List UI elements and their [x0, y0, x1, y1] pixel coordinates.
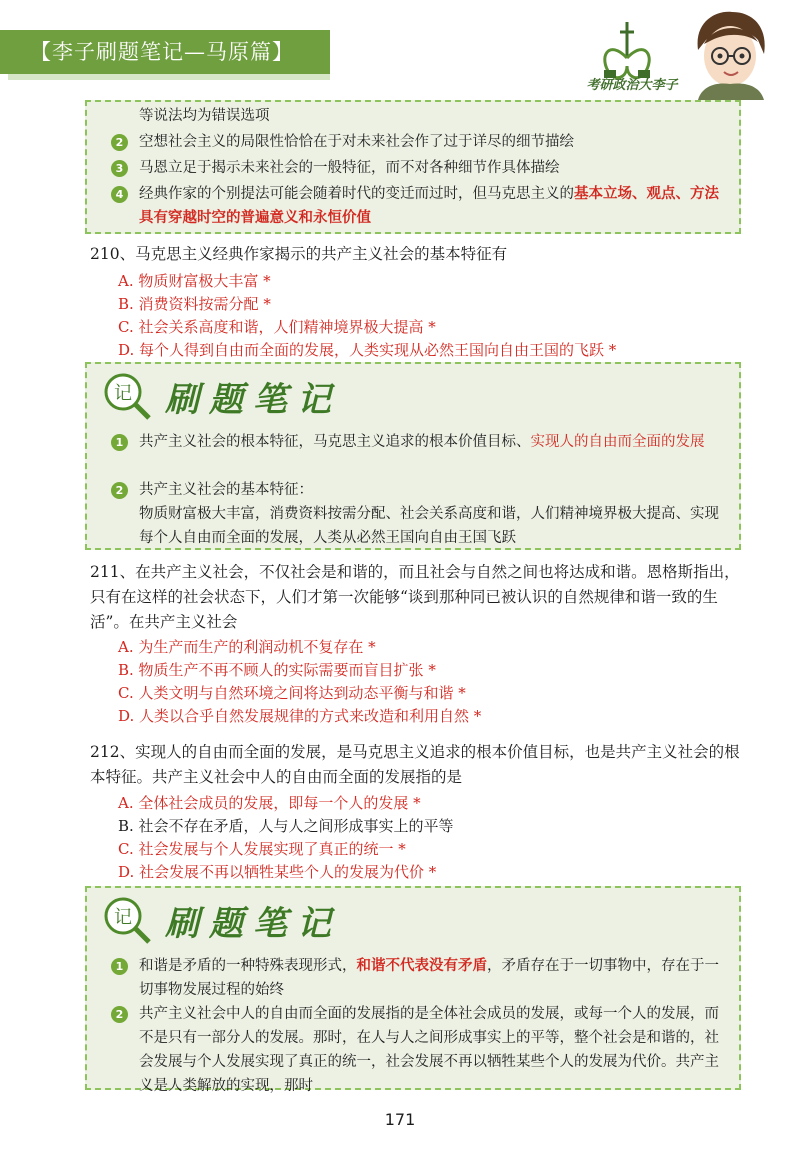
- note-item-1-text: 共产主义社会的根本特征，马克思主义追求的根本价值目标、: [139, 434, 531, 450]
- note-bullet-1: 1: [111, 958, 128, 975]
- magnifier-char: 记: [114, 907, 132, 928]
- note-item-4-text: 经典作家的个别提法可能会随着时代的变迁而过时，但马克思主义的: [139, 186, 574, 202]
- question-211-option-a: A. 为生产而生产的利润动机不复存在 *: [118, 638, 376, 656]
- question-211-option-d: D. 人类以合乎自然发展规律的方式来改造和利用自然 *: [118, 707, 482, 725]
- magnifier-char: 记: [114, 383, 132, 404]
- banner-shadow: [8, 74, 330, 80]
- note-title: 刷题笔记: [165, 904, 341, 944]
- note-title: 刷题笔记: [165, 380, 341, 420]
- note-box-continued: [85, 100, 741, 234]
- note-bullet-2: 2: [111, 1006, 128, 1023]
- question-211-stem: 211、在共产主义社会，不仅社会是和谐的，而且社会与自然之间也将达成和谐。恩格斯指出，只有在这样的社会状态下，人们才第一次能够“谈到那种同已被认识的自然规律和谐一致的生活”。在共产主义社会: [90, 563, 740, 631]
- question-212-option-c: C. 社会发展与个人发展实现了真正的统一 *: [118, 840, 406, 858]
- question-211-option-c: C. 人类文明与自然环境之间将达到动态平衡与和谐 *: [118, 684, 466, 702]
- question-212-option-a: A. 全体社会成员的发展，即每一个人的发展 *: [118, 794, 421, 812]
- note-item-1: [139, 954, 725, 1002]
- note-item-1-highlight: 实现人的自由而全面的发展: [530, 434, 705, 450]
- magnifier-icon: [101, 370, 153, 422]
- question-212-option-d: D. 社会发展不再以牺牲某些个人的发展为代价 *: [118, 863, 437, 881]
- note-item-3: 马恩立足于揭示未来社会的一般特征，而不对各种细节作具体描绘: [139, 160, 560, 176]
- note-line-partial: 等说法均为错误选项: [139, 108, 270, 124]
- note-bullet-3: 3: [111, 160, 128, 177]
- question-210-option-a: A. 物质财富极大丰富 *: [118, 272, 271, 290]
- note-item-2-body: 物质财富极大丰富，消费资料按需分配、社会关系高度和谐，人们精神境界极大提高、实现每个人自由而全面的发展，人类从必然王国向自由王国飞跃: [139, 506, 719, 546]
- note-box-2: [85, 362, 741, 550]
- question-210-option-b: B. 消费资料按需分配 *: [118, 295, 271, 313]
- note-item-1-text-c: ，矛盾存在于一切事物中，存在于一切事物发展过程的始终: [139, 958, 719, 998]
- note-item-4: [139, 182, 725, 230]
- note-item-1-text-a: 和谐是矛盾的一种特殊表现形式，: [139, 958, 357, 974]
- question-212-stem: 212、实现人的自由而全面的发展，是马克思主义追求的根本价值目标，也是共产主义社会的根本特征。共产主义社会中人的自由而全面的发展指的是: [90, 743, 740, 786]
- question-211-option-b: B. 物质生产不再不顾人的实际需要而盲目扩张 *: [118, 661, 436, 679]
- question-212-option-b: B. 社会不存在矛盾，人与人之间形成事实上的平等: [118, 817, 454, 835]
- note-header: [87, 888, 739, 950]
- note-item-2-head: 共产主义社会的基本特征：: [139, 482, 313, 498]
- note-item-1: [139, 430, 725, 454]
- logo-text: 考研政治大李子: [586, 78, 678, 93]
- note-box-3: [85, 886, 741, 1094]
- magnifier-icon: [101, 894, 153, 946]
- question-210-stem: 210、马克思主义经典作家揭示的共产主义社会的基本特征有: [90, 245, 508, 263]
- note-item-4-highlight: 基本立场、观点、方法具有穿越时空的普遍意义和永恒价值: [139, 185, 719, 226]
- note-bullet-1: 1: [111, 434, 128, 451]
- question-210-option-d: D. 每个人得到自由而全面的发展，人类实现从必然王国向自由王国的飞跃 *: [118, 341, 617, 359]
- note-item-1-highlight: 和谐不代表没有矛盾: [356, 957, 487, 974]
- note-bullet-2: 2: [111, 482, 128, 499]
- note-bullet-4: 4: [111, 186, 128, 203]
- avatar: [688, 10, 772, 100]
- question-210-option-c: C. 社会关系高度和谐，人们精神境界极大提高 *: [118, 318, 436, 336]
- page-number: 171: [384, 1110, 416, 1129]
- note-item-2: 共产主义社会中人的自由而全面的发展指的是全体社会成员的发展，或每一个人的发展，而不是只有一部分人的发展。那时，在人与人之间形成事实上的平等，整个社会是和谐的，社会发展与个人发展实现了真正的统一，社会发展不再以牺牲某些个人的发展为代价。共产主义是人类解放的实现，那时: [139, 1006, 719, 1094]
- note-item-2: 空想社会主义的局限性恰恰在于对未来社会作了过于详尽的细节描绘: [139, 134, 574, 150]
- note-bullet-2: 2: [111, 134, 128, 151]
- note-header: [87, 364, 739, 426]
- header-banner: 【李子刷题笔记—马原篇】: [0, 30, 330, 74]
